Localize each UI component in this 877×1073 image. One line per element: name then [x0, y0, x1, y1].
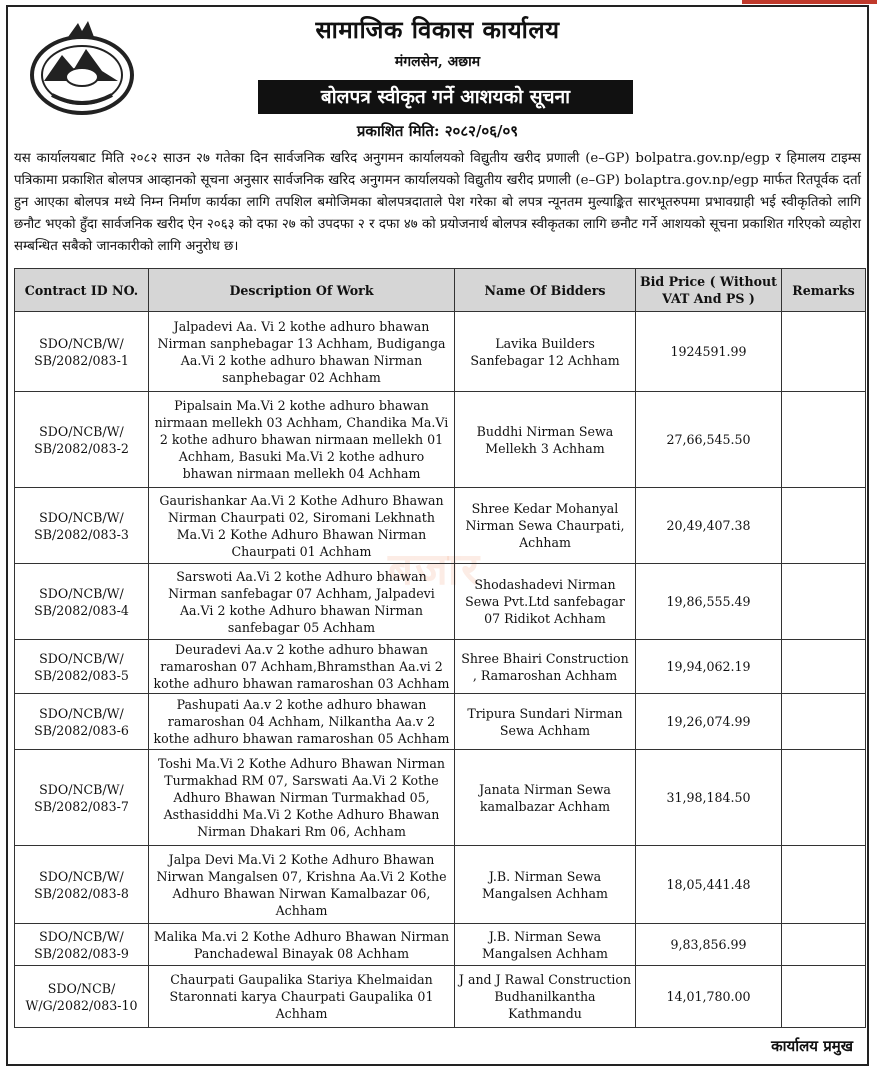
cell-contract-id: SDO/NCB/W/ SB/2082/083-5	[15, 640, 149, 694]
cell-bidder: Shree Bhairi Construction , Ramaroshan Achham	[455, 640, 636, 694]
cell-description: Toshi Ma.Vi 2 Kothe Adhuro Bhawan Nirman Turmakhad RM 07, Sarswati Aa.Vi 2 Kothe Adhuro Bhawan Nirman Turmakhad 05, Asthasiddhi Ma.Vi 2 Kothe Adhuro Bhawan Nirman Dhakari Rm 06, Achham	[149, 750, 455, 846]
cell-contract-id: SDO/NCB/W/ SB/2082/083-2	[15, 392, 149, 488]
office-address: मंगलसेन, अछाम	[394, 54, 481, 70]
table-row	[15, 640, 866, 694]
cell-price: 1924591.99	[636, 312, 782, 392]
cell-price: 31,98,184.50	[636, 750, 782, 846]
cell-remarks	[782, 924, 866, 966]
cell-price: 9,83,856.99	[636, 924, 782, 966]
cell-contract-id: SDO/NCB/W/ SB/2082/083-1	[15, 312, 149, 392]
cell-bidder: Shree Kedar Mohanyal Nirman Sewa Chaurpati, Achham	[455, 488, 636, 564]
cell-description: Jalpa Devi Ma.Vi 2 Kothe Adhuro Bhawan Nirwan Mangalsen 07, Krishna Aa.Vi 2 Kothe Adhuro Bhawan Nirwan Kamalbazar 06, Achham	[149, 846, 455, 924]
cell-remarks	[782, 846, 866, 924]
cell-description: Chaurpati Gaupalika Stariya Khelmaidan Staronnati karya Chaurpati Gaupalika 01 Achham	[149, 966, 455, 1028]
cell-bidder: Tripura Sundari Nirman Sewa Achham	[455, 694, 636, 750]
cell-contract-id: SDO/NCB/ W/G/2082/083-10	[15, 966, 149, 1028]
signature: कार्यालय प्रमुख	[771, 1037, 853, 1055]
cell-bidder: Buddhi Nirman Sewa Mellekh 3 Achham	[455, 392, 636, 488]
cell-description: Pipalsain Ma.Vi 2 kothe adhuro bhawan nirmaan mellekh 03 Achham, Chandika Ma.Vi 2 kothe adhuro bhawan nirmaan mellekh 01 Achham, Basuki Ma.Vi 2 kothe adhuro bhawan nirmaan mellekh 04 Achham	[149, 392, 455, 488]
table-row	[15, 846, 866, 924]
table-row	[15, 564, 866, 640]
header-remarks: Remarks	[782, 269, 866, 312]
notice-title: बोलपत्र स्वीकृत गर्ने आशयको सूचना	[258, 80, 633, 114]
cell-description: Gaurishankar Aa.Vi 2 Kothe Adhuro Bhawan Nirman Chaurpati 02, Siromani Lekhnath Ma.Vi 2 Kothe Adhuro Bhawan Nirman Chaurpati 01 Achham	[149, 488, 455, 564]
cell-bidder: Janata Nirman Sewa kamalbazar Achham	[455, 750, 636, 846]
cell-bidder: J.B. Nirman Sewa Mangalsen Achham	[455, 846, 636, 924]
cell-price: 27,66,545.50	[636, 392, 782, 488]
cell-remarks	[782, 392, 866, 488]
cell-contract-id: SDO/NCB/W/ SB/2082/083-4	[15, 564, 149, 640]
watermark: बजार	[388, 544, 482, 595]
cell-description: Deuradevi Aa.v 2 kothe adhuro bhawan ramaroshan 07 Achham,Bhramsthan Aa.vi 2 kothe adhuro bhawan ramaroshan 03 Achham	[149, 640, 455, 694]
header-bid-price: Bid Price ( Without VAT And PS )	[636, 269, 782, 312]
table-row	[15, 924, 866, 966]
cell-price: 14,01,780.00	[636, 966, 782, 1028]
notice-body: यस कार्यालयबाट मिति २०८२ साउन २७ गतेका दिन सार्वजनिक खरिद अनुगमन कार्यालयको विद्युतीय खरीद प्रणाली (e–GP) bolpatra.gov.np/egp र हिमालय टाइम्स पत्रिकामा प्रकाशित बोलपत्र आव्हानको सूचना अनुसार सार्वजनिक खरिद अनुगमन कार्यालयको विद्युतीय खरीद प्रणाली (e–GP) bolaptra.gov.np/egp मार्फत रितपूर्वक दर्ता हुन आएका बोलपत्र मध्ये निम्न निर्माण कार्यका लागि तपशिल बमोजिमका बोलपत्रदाताले पेश गरेका बो लपत्र न्यूनतम मुल्याङ्कित सारभूतरुपमा प्रभावग्राही भई स्वीकृतिको लागि छनौट भएको हुँदा सार्वजनिक खरीद ऐन २०६३ को दफा २७ को उपदफा २ र दफा ४७ को प्रयोजनार्थ बोलपत्र स्वीकृतका लागि छनौट गर्ने आशयको सूचना प्रकाशित गरिएको व्यहोरा सम्बन्धित सबैको जानकारीको लागि अनुरोध छ।	[14, 151, 861, 254]
cell-contract-id: SDO/NCB/W/ SB/2082/083-8	[15, 846, 149, 924]
published-date: प्रकाशित मिति: २०८२/०६/०९	[356, 122, 519, 140]
bid-table	[14, 268, 866, 1028]
header-bidders: Name Of Bidders	[455, 269, 636, 312]
cell-remarks	[782, 564, 866, 640]
cell-price: 20,49,407.38	[636, 488, 782, 564]
cell-bidder: J and J Rawal Construction Budhanilkantha Kathmandu	[455, 966, 636, 1028]
table-row	[15, 488, 866, 564]
cell-bidder: J.B. Nirman Sewa Mangalsen Achham	[455, 924, 636, 966]
cell-contract-id: SDO/NCB/W/ SB/2082/083-3	[15, 488, 149, 564]
cell-remarks	[782, 488, 866, 564]
cell-remarks	[782, 694, 866, 750]
cell-bidder: Shodashadevi Nirman Sewa Pvt.Ltd sanfebagar 07 Ridikot Achham	[455, 564, 636, 640]
cell-description: Malika Ma.vi 2 Kothe Adhuro Bhawan Nirman Panchadewal Binayak 08 Achham	[149, 924, 455, 966]
cell-contract-id: SDO/NCB/W/ SB/2082/083-6	[15, 694, 149, 750]
cell-price: 19,94,062.19	[636, 640, 782, 694]
header-contract-id: Contract ID NO.	[15, 269, 149, 312]
cell-remarks	[782, 640, 866, 694]
cell-contract-id: SDO/NCB/W/ SB/2082/083-9	[15, 924, 149, 966]
cell-remarks	[782, 312, 866, 392]
cell-contract-id: SDO/NCB/W/ SB/2082/083-7	[15, 750, 149, 846]
cell-description: Pashupati Aa.v 2 kothe adhuro bhawan ramaroshan 04 Achham, Nilkantha Aa.v 2 kothe adhuro bhawan ramaroshan 05 Achham	[149, 694, 455, 750]
top-accent-line	[742, 0, 877, 4]
table-header-row	[15, 269, 866, 312]
cell-remarks	[782, 966, 866, 1028]
table-row	[15, 312, 866, 392]
cell-description: Jalpadevi Aa. Vi 2 kothe adhuro bhawan Nirman sanphebagar 13 Achham, Budiganga Aa.Vi 2 kothe adhuro bhawan Nirman sanphebagar 02 Achham	[149, 312, 455, 392]
header-description: Description Of Work	[149, 269, 455, 312]
cell-remarks	[782, 750, 866, 846]
table-row	[15, 392, 866, 488]
table-row	[15, 966, 866, 1028]
cell-price: 18,05,441.48	[636, 846, 782, 924]
cell-bidder: Lavika Builders Sanfebagar 12 Achham	[455, 312, 636, 392]
office-name: सामाजिक विकास कार्यालय	[315, 15, 560, 44]
cell-price: 19,26,074.99	[636, 694, 782, 750]
table-row	[15, 694, 866, 750]
cell-description: Sarswoti Aa.Vi 2 kothe Adhuro bhawan Nirman sanfebagar 07 Achham, Jalpadevi Aa.Vi 2 kothe Adhuro bhawan Nirman sanfebagar 05 Achham	[149, 564, 455, 640]
table-row	[15, 750, 866, 846]
cell-price: 19,86,555.49	[636, 564, 782, 640]
